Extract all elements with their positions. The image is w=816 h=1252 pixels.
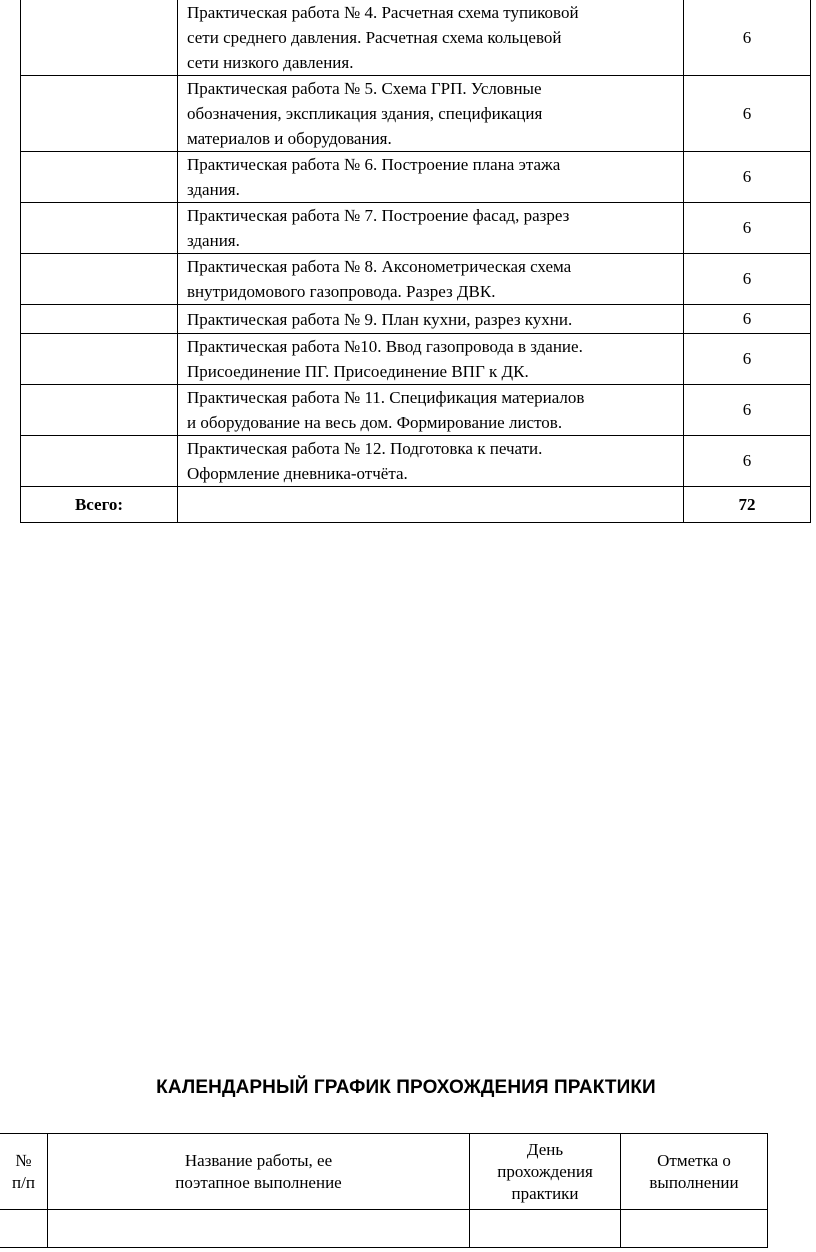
- empty-cell: [21, 385, 178, 436]
- empty-cell: [21, 254, 178, 305]
- empty-cell: [0, 1210, 48, 1248]
- work-title-line: Присоединение ПГ. Присоединение ВПГ к ДК.: [187, 362, 529, 381]
- table-row: [21, 305, 811, 334]
- work-title-cell: [178, 203, 684, 254]
- work-title-line: здания.: [187, 231, 240, 250]
- table-row: [21, 385, 811, 436]
- work-title-line: Практическая работа №10. Ввод газопровода в здание.: [187, 337, 583, 356]
- work-title-line: Практическая работа № 7. Построение фасад, разрез: [187, 206, 570, 225]
- header-row: [0, 1134, 768, 1210]
- empty-cell: [21, 334, 178, 385]
- hours-cell: 6: [684, 152, 811, 203]
- table-row: [21, 152, 811, 203]
- hours-cell: 6: [684, 0, 811, 76]
- work-title-line: Практическая работа № 4. Расчетная схема тупиковой: [187, 3, 579, 22]
- header-line: День: [526, 1139, 564, 1159]
- work-title-line: материалов и оборудования.: [187, 129, 392, 148]
- table-row: [0, 1210, 768, 1248]
- hours-cell: 6: [684, 385, 811, 436]
- work-title-cell: [178, 0, 684, 76]
- work-title-line: Оформление дневника-отчёта.: [187, 464, 408, 483]
- table-row: [21, 334, 811, 385]
- work-title-line: сети низкого давления.: [187, 53, 354, 72]
- total-row: [21, 487, 811, 523]
- hours-cell: 6: [684, 334, 811, 385]
- work-title-line: и оборудование на весь дом. Формирование листов.: [187, 413, 563, 432]
- work-title-line: Практическая работа № 5. Схема ГРП. Условные: [187, 79, 542, 98]
- hours-cell: 6: [684, 76, 811, 152]
- table-row: [21, 436, 811, 487]
- hours-cell: 6: [684, 203, 811, 254]
- calendar-heading: КАЛЕНДАРНЫЙ ГРАФИК ПРОХОЖДЕНИЯ ПРАКТИКИ: [156, 1077, 656, 1098]
- header-practice-day: [470, 1134, 621, 1210]
- work-title-line: Практическая работа № 6. Построение плана этажа: [187, 155, 561, 174]
- empty-cell: [48, 1210, 470, 1248]
- header-line: Название работы, ее: [184, 1150, 333, 1170]
- table-row: [21, 0, 811, 76]
- work-title-line: Практическая работа № 9. План кухни, разрез кухни.: [187, 309, 573, 329]
- header-line: прохождения: [497, 1161, 593, 1181]
- hours-cell: 6: [684, 436, 811, 487]
- table-row: [21, 254, 811, 305]
- work-title-cell: [178, 334, 684, 385]
- work-title-cell: [178, 436, 684, 487]
- empty-cell: [621, 1210, 768, 1248]
- work-title-line: Практическая работа № 8. Аксонометрическая схема: [187, 257, 572, 276]
- work-title-line: сети среднего давления. Расчетная схема кольцевой: [187, 28, 562, 47]
- work-title-cell: [178, 305, 684, 334]
- table-row: [21, 203, 811, 254]
- work-title-line: Практическая работа № 12. Подготовка к печати.: [187, 439, 543, 458]
- empty-cell: [470, 1210, 621, 1248]
- calendar-schedule-table: [0, 1133, 768, 1248]
- empty-cell: [21, 152, 178, 203]
- header-line: №: [15, 1150, 32, 1170]
- work-title-cell: [178, 385, 684, 436]
- practical-works-table: [20, 0, 811, 523]
- work-title-line: Практическая работа № 11. Спецификация материалов: [187, 388, 585, 407]
- total-value: 72: [684, 487, 811, 523]
- header-line: п/п: [12, 1172, 35, 1192]
- header-completion-mark: [621, 1134, 768, 1210]
- work-title-line: здания.: [187, 180, 240, 199]
- empty-cell: [21, 76, 178, 152]
- work-title-cell: [178, 254, 684, 305]
- empty-cell: [21, 305, 178, 334]
- empty-cell: [21, 0, 178, 76]
- header-line: поэтапное выполнение: [175, 1172, 342, 1192]
- empty-cell: [21, 436, 178, 487]
- header-number: [0, 1134, 48, 1210]
- header-line: Отметка о: [657, 1150, 731, 1170]
- header-line: выполнении: [649, 1172, 739, 1192]
- work-title-cell: [178, 76, 684, 152]
- table-row: [21, 76, 811, 152]
- hours-cell: 6: [684, 305, 811, 334]
- total-label: Всего:: [21, 487, 178, 523]
- header-line: практики: [511, 1183, 579, 1203]
- work-title-line: обозначения, экспликация здания, спецификация: [187, 104, 543, 123]
- empty-cell: [178, 487, 684, 523]
- work-title-line: внутридомового газопровода. Разрез ДВК.: [187, 282, 496, 301]
- header-work-name: [48, 1134, 470, 1210]
- work-title-cell: [178, 152, 684, 203]
- empty-cell: [21, 203, 178, 254]
- hours-cell: 6: [684, 254, 811, 305]
